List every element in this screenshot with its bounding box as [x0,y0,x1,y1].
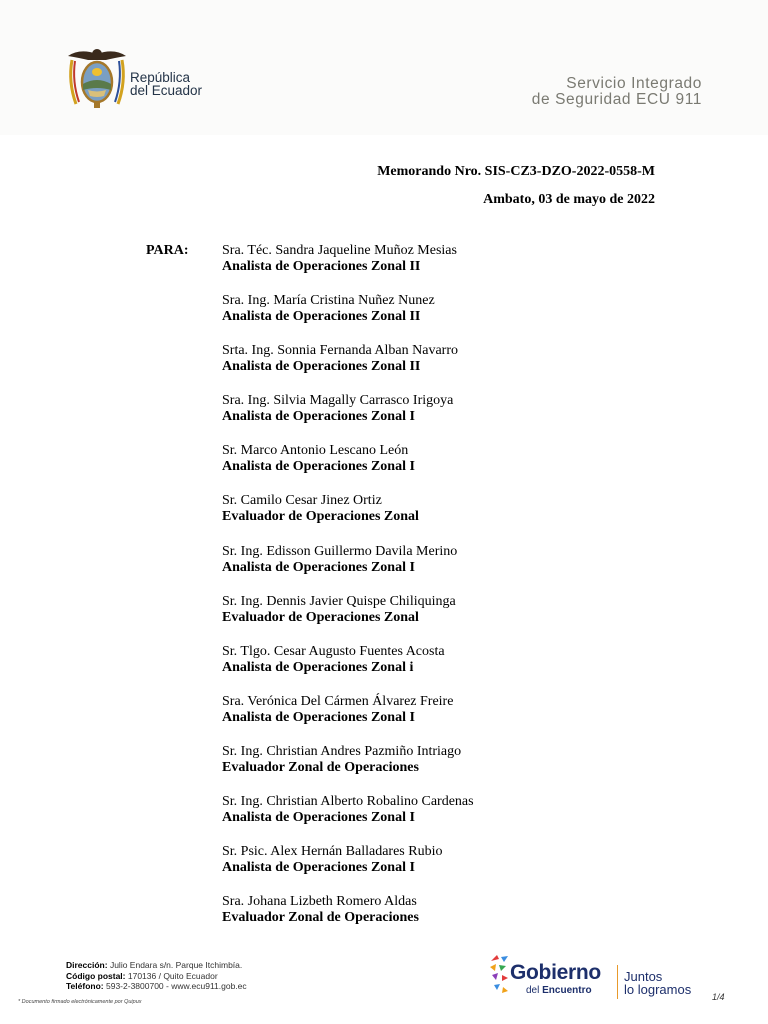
republic-line-1: República [130,70,191,85]
slogan [624,970,691,996]
recipient [222,443,474,493]
recipient-name: Srta. Ing. Sonnia Fernanda Alban Navarro [222,343,458,359]
recipient [222,594,474,644]
footer-address-block [66,960,247,992]
recipient-name: Sra. Verónica Del Cármen Álvarez Freire [222,693,454,709]
recipient-title: Analista de Operaciones Zonal I [222,709,415,725]
recipient-title: Analista de Operaciones Zonal I [222,810,415,826]
recipient-title: Analista de Operaciones Zonal i [222,659,414,675]
recipient-list [222,243,474,944]
recipient-name: Sr. Camilo Cesar Jinez Ortiz [222,493,382,509]
memo-number: Memorando Nro. SIS-CZ3-DZO-2022-0558-M [377,164,655,179]
recipient-name: Sr. Ing. Edisson Guillermo Davila Merino [222,543,458,559]
del-encuentro-wordmark [526,985,592,997]
recipient-name: Sra. Ing. Silvia Magally Carrasco Irigoya [222,393,454,409]
recipient-title: Evaluador de Operaciones Zonal [222,609,419,625]
recipient-title: Evaluador de Operaciones Zonal [222,509,419,525]
page-number: 1/4 [712,992,725,1002]
recipient [222,393,474,443]
footer-address-line [66,960,247,971]
recipient-name: Sr. Psic. Alex Hernán Balladares Rubio [222,844,443,860]
phone-label: Teléfono: [66,981,104,991]
recipient [222,744,474,794]
page-header [0,0,768,135]
recipient [222,544,474,594]
republic-line-2: del Ecuador [130,83,203,98]
recipient-title: Analista de Operaciones Zonal I [222,860,415,876]
postal-label: Código postal: [66,970,126,981]
recipient-name: Sra. Téc. Sandra Jaqueline Muñoz Mesias [222,243,457,258]
recipient-title: Evaluador Zonal de Operaciones [222,910,419,926]
recipient [222,894,474,944]
gob-encuentro: Encuentro [542,985,592,996]
recipient-name: Sr. Tlgo. Cesar Augusto Fuentes Acosta [222,643,445,659]
republica-del-ecuador-logo [130,71,202,97]
memo-place-date: Ambato, 03 de mayo de 2022 [483,192,655,207]
recipient [222,293,474,343]
recipient [222,844,474,894]
para-label: PARA: [146,243,189,258]
recipient-title: Analista de Operaciones Zonal I [222,459,415,475]
footer-postal-line [66,971,247,982]
slogan-line-1: Juntos [624,969,663,984]
recipient-title: Analista de Operaciones Zonal I [222,559,415,575]
recipient [222,694,474,744]
service-name [430,76,702,108]
recipient [222,644,474,694]
recipient-name: Sr. Marco Antonio Lescano León [222,443,409,459]
recipient-title: Evaluador Zonal de Operaciones [222,759,419,775]
service-line-1: Servicio Integrado [566,75,702,92]
recipient-name: Sr. Ing. Dennis Javier Quispe Chiliquinga [222,593,456,609]
gobierno-wordmark: Gobierno [510,961,601,984]
service-line-2: de Seguridad ECU 911 [531,91,702,108]
slogan-line-2: lo logramos [624,982,692,997]
recipient-title: Analista de Operaciones Zonal I [222,409,415,425]
recipient [222,794,474,844]
phone-value: 593-2-3800700 - www.ecu911.gob.ec [106,981,247,991]
address-label: Dirección: [66,960,108,970]
slogan-divider [617,965,618,999]
recipient-title: Analista de Operaciones Zonal II [222,309,421,325]
footer-phone-line [66,981,247,992]
recipient-name: Sr. Ing. Christian Alberto Robalino Cardenas [222,794,474,810]
recipient [222,243,474,293]
recipient-name: Sr. Ing. Christian Andres Pazmiño Intriago [222,743,462,759]
recipient [222,493,474,543]
address-value: Julio Endara s/n. Parque Itchimbía. [109,960,243,970]
recipient-name: Sra. Ing. María Cristina Nuñez Nunez [222,293,435,309]
recipient [222,343,474,393]
gobierno-mark-icon [488,953,510,999]
recipient-name: Sra. Johana Lizbeth Romero Aldas [222,894,417,910]
postal-value: 170136 / Quito Ecuador [127,970,218,981]
ecuador-coat-of-arms-icon [66,46,128,110]
signed-note: * Documento firmado electrónicamente por Quipux [18,999,142,1005]
recipient-title: Analista de Operaciones Zonal II [222,259,421,274]
recipient-title: Analista de Operaciones Zonal II [222,359,421,375]
gob-del: del [526,985,540,996]
